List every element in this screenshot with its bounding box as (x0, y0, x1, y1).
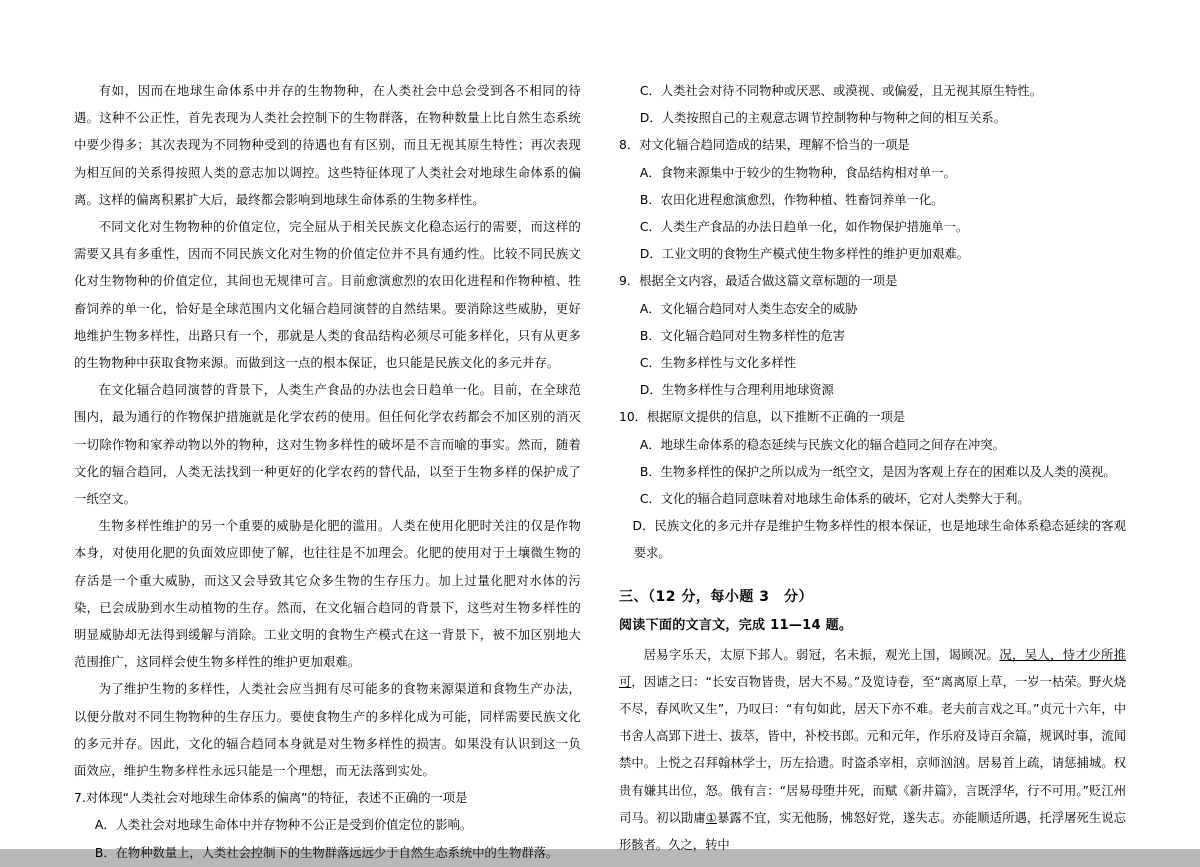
question-stem: 根据全文内容，最适合做这篇文章标题的一项是 (639, 274, 898, 289)
option-a: A．地球生命体系的稳态延续与民族文化的辐合趋同之间存在冲突。 (639, 437, 1005, 452)
section-subtitle: 阅读下面的文言文，完成 11—14 题。 (619, 617, 853, 633)
option-d: D．人类按照自己的主观意志调节控制物种与物种之间的相互关系。 (639, 111, 1006, 126)
option-d: D．生物多样性与合理利用地球资源 (639, 383, 834, 398)
option-b: B．农田化进程愈演愈烈，作物种植、牲畜饲养单一化。 (639, 192, 944, 207)
question-number: 8． (619, 138, 640, 153)
option-c: C．文化的辐合趋同意味着对地球生命体系的破坏，它对人类弊大于利。 (639, 492, 1030, 507)
question-number: 9． (619, 274, 640, 289)
option-d: D．工业文明的食物生产模式使生物多样性的维护更加艰难。 (639, 247, 970, 262)
question-8 (619, 132, 1126, 159)
question-number: 7. (74, 791, 86, 806)
underlined-text: ① (705, 810, 717, 825)
paragraph: 生物多样性维护的另一个重要的威胁是化肥的滥用。人类在使用化肥时关注的仅是作物本身，对使用化肥的负面效应即使了解，也往往是不加理会。化肥的使用对于土壤微生物的存活是一个重大威胁，而这又会导致其它众多生物的生存压力。加上过量化肥对水体的污染，已会成胁到水生动植物的生存。然而，在文化辐合趋同的背景下，这些对生物多样性的明显威胁却无法得到缓解与消除。工业文明的食物生产模式在这一背景下，被不加区别地大范围推广，这同样会使生物多样性的维护更加艰难。 (74, 519, 581, 670)
option-c: C．人类社会对待不同物种或厌恶、或漠视、或偏爱，且无视其原生特性。 (639, 84, 1042, 98)
left-column (74, 78, 581, 860)
question-stem: 根据原文提供的信息，以下推断不正确的一项是 (646, 410, 906, 425)
underlined-text: 况，吴人，恃才少所推可 (619, 647, 1126, 689)
paragraph: 为了维护生物的多样性，人类社会应当拥有尽可能多的食物来源渠道和食物生产办法，以便分散对不同生物物种的生存压力。要使食物生产的多样化成为可能，同样需要民族文化的多元并存。因此，文化的辐合趋同本身就是对生物多样性的损害。如果没有认识到这一负面效应，维护生物多样性永远只能是一个理想，而无法落到实处。 (74, 682, 581, 779)
section-title: 三、（12 分，每小题 3 分） (619, 588, 813, 605)
option-b: B．文化辐合趋同对生物多样性的危害 (639, 328, 846, 343)
two-column-layout (74, 78, 1126, 860)
option-a: A．人类社会对地球生命体中并存物种不公正是受到价值定位的影响。 (94, 818, 473, 833)
question-10 (619, 404, 1126, 431)
classical-passage: 居易字乐天，太原下邽人。弱冠，名未振，观光上国，谒顾况。况，吴人，恃才少所推可，因谑之曰：“长安百物皆贵，居大不易。”及览诗卷，至“离离原上草，一岁一枯荣。野火烧不尽，春风吹又生”，乃叹曰：“有句如此，居天下亦不难。老夫前言戏之耳。”贞元十六年，中书舍人高郢下进士、拔萃，皆中，补校书郎。元和元年，作乐府及诗百余篇，规讽时事，流闻禁中。上悦之召拜翰林学士，历左拾遗。时盗杀宰相，京师汹汹。居易首上疏，请惩捕城。权贵有嫌其出位，怒。俄有言：“居易母堕井死，而赋《新井篇》，言既浮华，行不可用。”贬江州司马。初以勖庸①暴露不宜，实无他肠，怫怒好党，遂失志。亦能顺适所遇，托浮屠死生说忘形骸者。久之，转中 (619, 647, 1126, 853)
question-9 (619, 268, 1126, 295)
question-stem: 对文化辐合趋同造成的结果，理解不恰当的一项是 (639, 138, 910, 153)
question-stem: 对体现“人类社会对地球生命体系的偏离”的特征，表述不正确的一项是 (85, 791, 468, 806)
paragraph: 在文化辐合趋同演替的背景下，人类生产食品的办法也会日趋单一化。目前，在全球范围内，最为通行的作物保护措施就是化学农药的使用。但任何化学农药都会不加区别的消灭一切除作物和家养动物以外的物种，这对生物多样性的破坏是不言而喻的事实。然而，随着文化的辐合趋同，人类无法找到一种更好的化学农药的替代品，以至于生物多样的保护成了一纸空文。 (74, 383, 581, 507)
option-a: A．文化辐合趋同对人类生态安全的威胁 (639, 301, 858, 316)
option-d: D．民族文化的多元并存是维护生物多样性的根本保证，也是地球生命体系稳态延续的客观要求。 (632, 519, 1126, 561)
question-7 (74, 785, 581, 812)
option-b: B．在物种数量上，人类社会控制下的生物群落远远少于自然生态系统中的生物群落。 (94, 845, 559, 860)
right-column (619, 78, 1126, 853)
option-c: C．人类生产食品的办法日趋单一化，如作物保护措施单一。 (639, 220, 969, 235)
question-number: 10． (619, 410, 647, 425)
paragraph: 不同文化对生物物种的价值定位，完全屈从于相关民族文化稳态运行的需要，而这样的需要又具有多重性，因而不同民族文化对生物的价值定位并不具有通约性。比较不同民族文化对生物物种的价值定位，其间也无规律可言。目前愈演愈烈的农田化进程和作物种植、牲畜饲养的单一化，恰好是全球范围内文化辐合趋同演替的自然结果。要消除这些威胁，更好地维护生物多样性，出路只有一个，那就是人类的食品结构必须尽可能多样化，只有从更多的生物物种中获取食物来源。而做到这一点的根本保证，也只能是民族文化的多元并存。 (74, 220, 581, 371)
option-c: C．生物多样性与文化多样性 (639, 356, 797, 371)
option-b: B．生物多样性的保护之所以成为一纸空文，是因为客观上存在的困难以及人类的漠视。 (639, 464, 1116, 479)
option-a: A．食物来源集中于较少的生物物种，食品结构相对单一。 (639, 165, 956, 180)
paragraph: 有如，因而在地球生命体系中并存的生物物种，在人类社会中总会受到各不相同的待遇。这种不公正性，首先表现为人类社会控制下的生物群落，在物种数量上比自然生态系统中要少得多；其次表现为不同物种受到的待遇也有有区别，而且无视其原生特性；再次表现为相互间的关系得按照人类的意志加以调控。这些特征体现了人类社会对地球生命体系的偏离。这样的偏离积累扩大后，最终都会影响到地球生命体系的生物多样性。 (74, 84, 581, 207)
